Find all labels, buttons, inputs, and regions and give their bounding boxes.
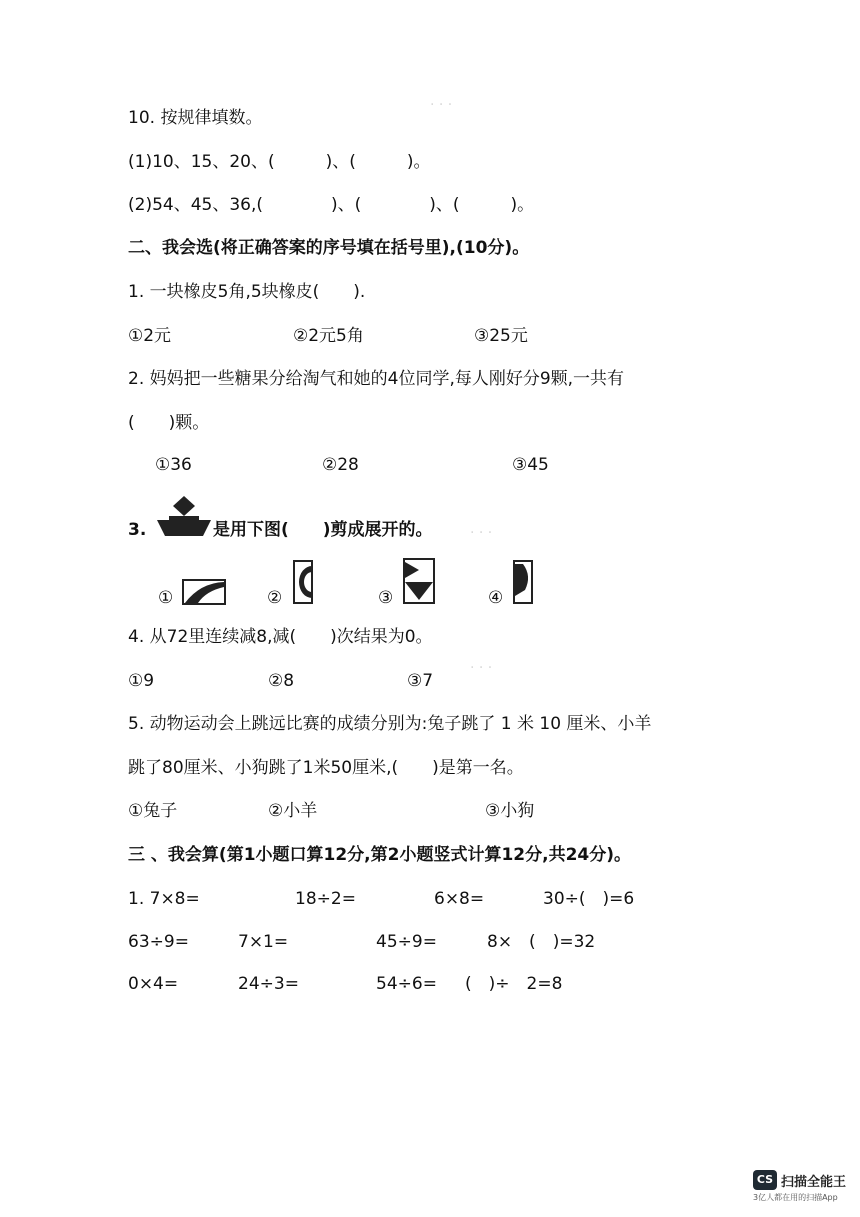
sec2-q4-option-2: ②8	[268, 671, 295, 691]
calc-r1-c4: 30÷( )=6	[543, 889, 635, 909]
sec2-q5-option-1: ①兔子	[128, 801, 178, 821]
sec2-q4-option-1: ①9	[128, 671, 155, 691]
calc-r1-c1: 1. 7×8=	[128, 889, 200, 909]
sec2-q3-option-4-label: ④	[488, 588, 504, 608]
option-1-figure	[182, 579, 226, 605]
camscanner-logo-icon: CS	[753, 1170, 777, 1190]
sec2-q2-option-1: ①36	[155, 455, 192, 475]
calc-r1-c3: 6×8=	[434, 889, 485, 909]
option-4-figure	[513, 560, 533, 604]
question-10-part-1: (1)10、15、20、( )、( )。	[128, 152, 431, 172]
sec2-q5-option-2: ②小羊	[268, 801, 318, 821]
calc-r2-c2: 7×1=	[238, 932, 289, 952]
sec2-q2-option-2: ②28	[322, 455, 359, 475]
sec2-q3-option-3-label: ③	[378, 588, 394, 608]
sec2-q1-text: 1. 一块橡皮5角,5块橡皮( ).	[128, 282, 366, 302]
bleed-through-marks: · · ·	[470, 660, 493, 676]
question-10-part-2: (2)54、45、36,( )、( )、( )。	[128, 195, 535, 215]
option-2-figure	[293, 560, 313, 604]
section-3-title: 三 、我会算(第1小题口算12分,第2小题竖式计算12分,共24分)。	[128, 845, 632, 865]
sec2-q5-option-3: ③小狗	[485, 801, 535, 821]
sec2-q5-text-cont: 跳了80厘米、小狗跳了1米50厘米,( )是第一名。	[128, 758, 524, 778]
sec2-q3-text: 是用下图( )剪成展开的。	[213, 520, 433, 540]
scanner-watermark	[753, 1170, 846, 1203]
sec2-q1-option-2: ②2元5角	[293, 326, 364, 346]
sec2-q4-text: 4. 从72里连续减8,减( )次结果为0。	[128, 627, 433, 647]
bleed-through-marks: · · ·	[470, 525, 493, 541]
sec2-q2-text: 2. 妈妈把一些糖果分给淘气和她的4位同学,每人刚好分9颗,一共有	[128, 369, 625, 389]
sec2-q4-option-3: ③7	[407, 671, 434, 691]
calc-r2-c1: 63÷9=	[128, 932, 189, 952]
sec2-q3-number: 3.	[128, 520, 147, 540]
watermark-tagline: 3亿人都在用的扫描App	[752, 1193, 838, 1202]
sec2-q1-option-3: ③25元	[474, 326, 528, 346]
sec2-q2-option-3: ③45	[512, 455, 549, 475]
watermark-app-name: 扫描全能王	[780, 1174, 846, 1190]
sec2-q3-option-2-label: ②	[267, 588, 283, 608]
bleed-through-marks: · · ·	[430, 97, 453, 113]
question-10-title: 10. 按规律填数。	[128, 108, 263, 128]
option-3-figure	[403, 558, 435, 604]
calc-r3-c4: ( )÷ 2=8	[465, 974, 563, 994]
sec2-q3-option-1-label: ①	[158, 588, 174, 608]
calc-r3-c1: 0×4=	[128, 974, 179, 994]
sec2-q2-text-cont: ( )颗。	[128, 413, 210, 433]
calc-r3-c2: 24÷3=	[238, 974, 299, 994]
calc-r1-c2: 18÷2=	[295, 889, 356, 909]
sec2-q1-option-1: ①2元	[128, 326, 172, 346]
calc-r3-c3: 54÷6=	[376, 974, 437, 994]
section-2-title: 二、我会选(将正确答案的序号填在括号里),(10分)。	[128, 238, 530, 258]
calc-r2-c4: 8× ( )=32	[487, 932, 596, 952]
folded-shape-figure	[155, 494, 213, 540]
sec2-q5-text: 5. 动物运动会上跳远比赛的成绩分别为:兔子跳了 1 米 10 厘米、小羊	[128, 714, 652, 734]
calc-r2-c3: 45÷9=	[376, 932, 437, 952]
